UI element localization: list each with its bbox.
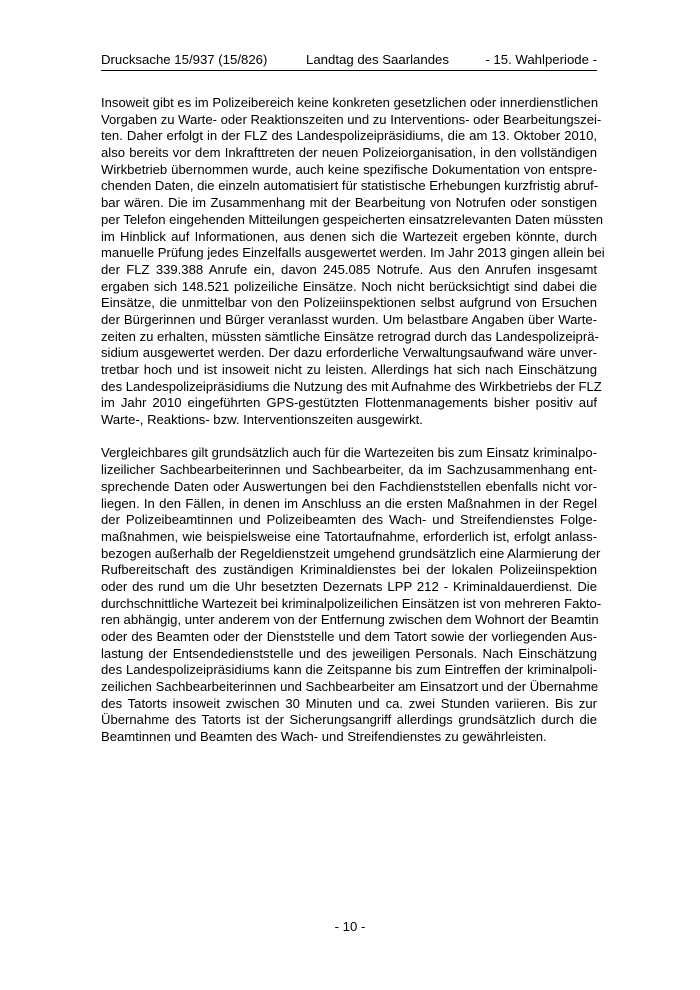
paragraph-gap: [101, 429, 597, 446]
paragraph-1: [101, 95, 605, 429]
text-line: per Telefon eingehenden Mitteilungen gespeicherten einsatzrelevanten Daten müssten: [101, 211, 604, 227]
text-line: sprechende Daten oder Auswertungen bei den Fachdienststellen ebenfalls nicht vor-: [101, 478, 597, 494]
text-line: liegen. In den Fällen, in denen im Anschluss an die ersten Maßnahmen in der Regel: [101, 495, 597, 511]
text-line: ten. Daher erfolgt in der FLZ des Landespolizeipräsidiums, die am 13. Oktober 2010,: [101, 128, 597, 144]
parliament-name: Landtag des Saarlandes: [306, 52, 449, 67]
text-line: des Tatorts insoweit zwischen 30 Minuten und ca. zwei Stunden variieren. Bis zur: [101, 695, 597, 711]
text-line: Übernahme des Tatorts ist der Sicherungsangriff allerdings grundsätzlich durch die: [101, 712, 597, 728]
page-number: - 10 -: [334, 919, 366, 934]
text-line: chenden Daten, die einzeln automatisiert für statistische Erhebungen kurzfristig abruf-: [101, 178, 599, 194]
text-line: des Landespolizeipräsidiums kann die Zeitspanne bis zum Eintreffen der kriminalpoli-: [101, 662, 597, 678]
text-line: lizeilicher Sachbearbeiterinnen und Sachbearbeiter, da im Sachzusammenhang ent-: [101, 462, 597, 478]
paragraph-container: [101, 95, 605, 746]
text-line: manuelle Prüfung jedes Einzelfalls ausgewertet werden. Im Jahr 2013 gingen allein bei: [101, 245, 605, 261]
text-line: ergaben sich 148.521 polizeiliche Einsätze. Noch nicht berücksichtigt sind dabei die: [101, 278, 597, 294]
text-line: bezogen außerhalb der Regeldienstzeit umgehend grundsätzlich eine Alarmierung der: [101, 545, 601, 561]
text-line: des Landespolizeipräsidiums die Nutzung des mit Aufnahme des Wirkbetriebs der FLZ: [101, 378, 602, 394]
document-number: Drucksache 15/937 (15/826): [101, 52, 268, 67]
text-line: Warte-, Reaktions- bzw. Interventionszeiten ausgewirkt.: [101, 412, 423, 428]
paragraph-2: [101, 445, 602, 745]
document-body: [101, 95, 605, 746]
text-line: also bereits vor dem Inkrafttreten der neuen Polizeiorganisation, in den vollständigen: [101, 145, 597, 161]
text-line: Einsätze, die unmittelbar von den Polizeiinspektionen selbst aufgrund von Ersuchen: [101, 295, 597, 311]
text-line: im Hinblick auf Informationen, aus denen sich die Wartezeit ergeben könnte, durch: [101, 228, 597, 244]
text-line: im Jahr 2010 eingeführten GPS-gestützten Flottenmanagements bisher positiv auf: [101, 395, 597, 411]
text-line: Wirkbetrieb übernommen wurde, auch keine spezifische Dokumentation von entspre-: [101, 161, 597, 177]
text-line: der Bürgerinnen und Bürger veranlasst wurden. Um belastbare Angaben über Warte-: [101, 311, 597, 327]
text-line: zeilichen Sachbearbeiterinnen und Sachbearbeiter am Einsatzort und der Übernahme: [101, 679, 599, 695]
text-line: Insoweit gibt es im Polizeibereich keine konkreten gesetzlichen oder innerdienstlichen: [101, 95, 599, 110]
text-line: der FLZ 339.388 Anrufe ein, davon 245.085 Notrufe. Aus den Anrufen insgesamt: [101, 261, 597, 277]
legislative-period: - 15. Wahlperiode -: [485, 52, 597, 67]
text-line: der Polizeibeamtinnen und Polizeibeamten des Wach- und Streifendienstes Folge-: [101, 512, 597, 528]
text-line: zeiten zu erhalten, müssten sämtliche Einsätze retrograd durch das Landespolizeiprä-: [101, 328, 599, 344]
text-line: durchschnittliche Wartezeit bei kriminalpolizeilichen Einsätzen ist von mehreren Fakto-: [101, 595, 602, 611]
text-line: Rufbereitschaft des zuständigen Kriminaldienstes bei der lokalen Polizeiinspektion: [101, 562, 597, 578]
text-line: Beamtinnen und Beamten des Wach- und Streifendienstes zu gewährleisten.: [101, 729, 547, 745]
page-header: [101, 50, 597, 71]
text-line: sidium ausgewertet werden. Der dazu erforderliche Verwaltungsaufwand wäre unver-: [101, 345, 597, 361]
text-line: bar wären. Die im Zusammenhang mit der Bearbeitung von Notrufen oder sonstigen: [101, 195, 597, 211]
text-line: Vorgaben zu Warte- oder Reaktionszeiten und zu Interventions- oder Bearbeitungszei-: [101, 111, 602, 127]
text-line: lastung der Entsendedienststelle und des jeweiligen Personals. Nach Einschätzung: [101, 645, 597, 661]
text-line: oder des rund um die Uhr besetzten Dezernats LPP 212 - Kriminaldauerdienst. Die: [101, 578, 597, 594]
text-line: ren abhängig, unter anderem von der Entfernung zwischen dem Wohnort der Beamtin: [101, 612, 599, 628]
text-line: maßnahmen, wie beispielsweise eine Tatortaufnahme, erforderlich ist, erfolgt anlass-: [101, 528, 597, 544]
text-line: oder des Beamten oder der Dienststelle und dem Tatort sowie der vorliegenden Aus-: [101, 629, 597, 644]
text-line: tretbar hoch und ist insoweit nicht zu leisten. Allerdings hat sich nach Einschätzung: [101, 362, 597, 377]
text-line: Vergleichbares gilt grundsätzlich auch für die Wartezeiten bis zum Einsatz kriminalpo-: [101, 445, 597, 461]
